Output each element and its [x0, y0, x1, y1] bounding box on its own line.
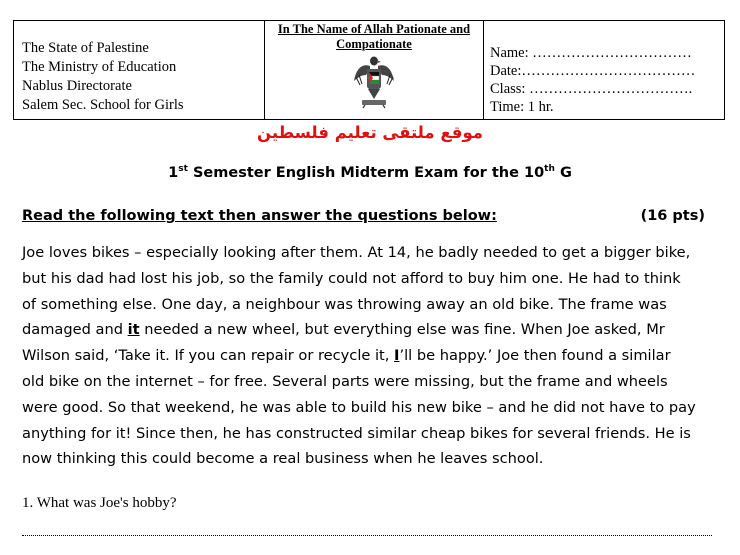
reading-passage: [22, 240, 727, 472]
school-info: [14, 21, 265, 120]
instructions-text: Read the following text then answer the questions below:: [22, 208, 497, 224]
date-field[interactable]: Date:………………………………: [490, 63, 696, 79]
passage-line: old bike on the internet – for free. Several parts were missing, but the frame and wheels: [22, 372, 668, 390]
class-field[interactable]: Class: …………………………….: [490, 81, 693, 97]
exam-title-grade-suffix: th: [544, 164, 555, 174]
exam-title: [0, 164, 740, 181]
time-label: Time: 1 hr.: [490, 99, 554, 115]
arabic-site-banner: موقع ملتقى تعليم فلسطين: [256, 123, 484, 142]
ministry-line: The Ministry of Education: [22, 59, 177, 75]
passage-line: were good. So that weekend, he was able to build his new bike – and he did not have to pay: [22, 398, 696, 416]
points-label: (16 pts): [640, 208, 705, 224]
underlined-word-i: I: [394, 347, 400, 365]
passage-line: [22, 317, 727, 343]
school-line: Salem Sec. School for Girls: [22, 97, 184, 113]
basmala-line2: Compationate: [336, 37, 412, 51]
exam-title-ordinal: 1: [168, 164, 179, 181]
passage-text: ’ll be happy.’ Joe then found a similar: [399, 347, 671, 365]
basmala-line1: In The Name of Allah Pationate and: [277, 22, 471, 36]
state-line: The State of Palestine: [22, 40, 149, 56]
palestine-eagle-emblem-icon: [352, 55, 396, 109]
underlined-word-it: it: [127, 321, 140, 339]
passage-text: Wilson said, ‘Take it. If you can repair or recycle it,: [22, 347, 395, 365]
passage-line: anything for it! Since then, he has constructed similar cheap bikes for several friends. He is: [22, 424, 691, 442]
name-field[interactable]: Name: ……………………………: [490, 45, 692, 61]
passage-line: [22, 343, 727, 369]
answer-line[interactable]: [22, 533, 712, 536]
directorate-line: Nablus Directorate: [22, 78, 132, 94]
exam-title-grade: G: [554, 164, 572, 181]
header-table: [13, 20, 725, 120]
passage-line: of something else. One day, a neighbour was throwing away an old bike. The frame was: [22, 295, 667, 313]
exam-title-main: Semester English Midterm Exam for the 10: [187, 164, 545, 181]
passage-text: damaged and: [22, 321, 128, 339]
passage-line: but his dad had lost his job, so the family could not afford to buy him one. He had to think: [22, 269, 681, 287]
instructions-heading: [22, 208, 705, 224]
exam-title-ordinal-suffix: st: [178, 164, 188, 174]
passage-line: Joe loves bikes – especially looking after them. At 14, he badly needed to get a bigger bike,: [22, 244, 691, 261]
passage-line: now thinking this could become a real business when he leaves school.: [22, 450, 544, 468]
emblem-cell: [265, 21, 484, 120]
student-info: [484, 21, 725, 120]
question-1: 1. What was Joe's hobby?: [22, 495, 177, 511]
passage-text: needed a new wheel, but everything else was fine. When Joe asked, Mr: [139, 321, 665, 339]
